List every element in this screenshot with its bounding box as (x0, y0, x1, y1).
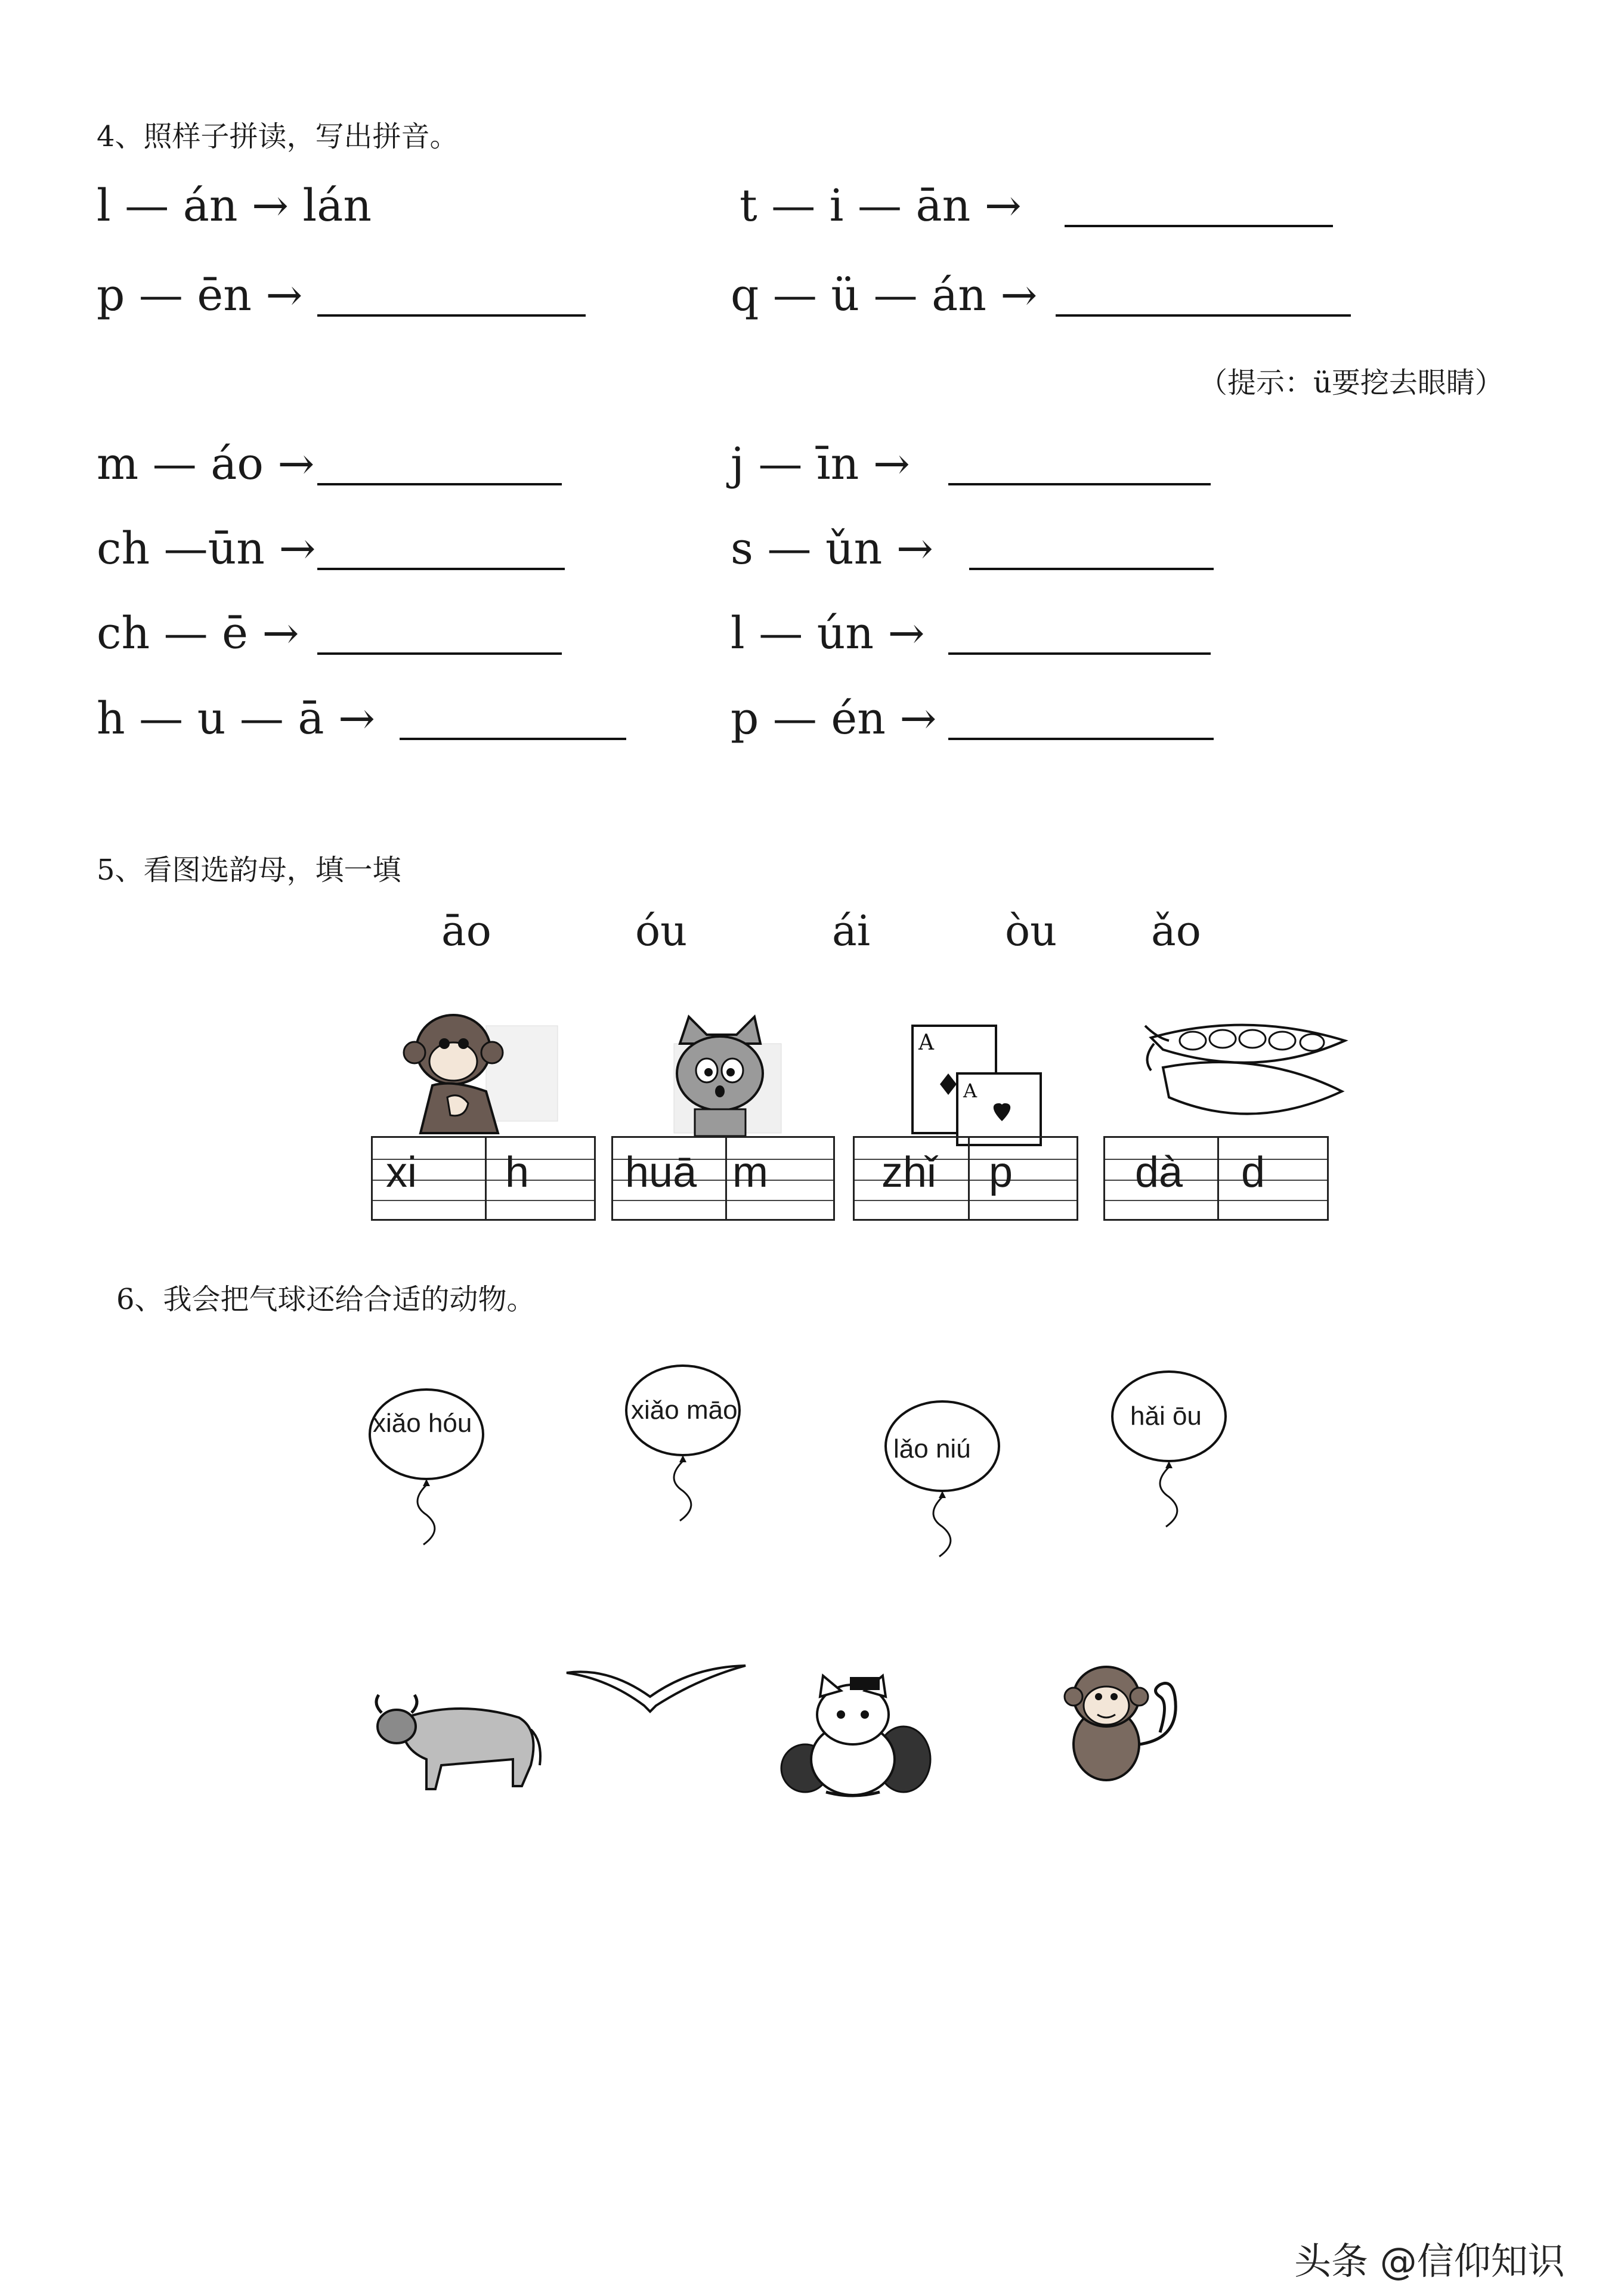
grid-text-left: huā (625, 1149, 697, 1196)
pinyin-row (731, 440, 1238, 488)
cards-picture (901, 1017, 1056, 1148)
pinyin-row (740, 182, 1336, 230)
grid-text-right: d (1241, 1149, 1266, 1196)
pinyin-expr: l — ún → (731, 608, 925, 659)
balloon-label: hǎi ōu (1130, 1401, 1202, 1431)
pinyin-expr: p — én → (731, 693, 937, 744)
balloon-icon (623, 1363, 754, 1524)
pinyin-expr: h — u — ā → (97, 693, 376, 744)
pinyin-grid (611, 1136, 835, 1221)
answer-blank[interactable] (317, 314, 586, 317)
answer-blank[interactable] (1065, 225, 1333, 227)
pinyin-row (731, 695, 1238, 742)
final-choice: òu (1005, 906, 1057, 955)
monkey-animal-picture (1050, 1655, 1193, 1798)
grid-text-left: dà (1135, 1149, 1183, 1196)
pinyin-expr: l — án → lán (97, 180, 372, 231)
grid-text-left: zhǐ (881, 1149, 937, 1196)
grid-text-left: xi (386, 1149, 417, 1196)
monkey-picture (397, 1008, 564, 1145)
section6-title: 6、我会把气球还给合适的动物。 (116, 1283, 536, 1316)
pinyin-grid (1103, 1136, 1329, 1221)
cat-animal-picture (778, 1670, 933, 1801)
answer-blank[interactable] (400, 738, 626, 740)
answer-blank[interactable] (948, 738, 1214, 740)
hint-text: （提示：ü要挖去眼睛） (1199, 366, 1504, 400)
pinyin-expr: p — ēn → (97, 270, 303, 321)
pinyin-row (97, 440, 574, 488)
pinyin-grid (853, 1136, 1078, 1221)
section4-title: 4、照样子拼读，写出拼音。 (97, 120, 459, 153)
grid-text-right: h (505, 1149, 530, 1196)
answer-blank[interactable] (317, 568, 565, 570)
pinyin-row (97, 525, 574, 573)
balloon-label: xiǎo hóu (373, 1409, 472, 1438)
final-choice: ái (832, 906, 871, 955)
pinyin-expr: ch — ē → (97, 608, 299, 659)
pinyin-expr: s — ǔn → (731, 523, 933, 574)
final-choice: óu (635, 906, 688, 955)
pinyin-expr: m — áo → (97, 438, 315, 490)
answer-blank[interactable] (1056, 314, 1351, 317)
svg-text:A: A (918, 1031, 934, 1055)
grid-text-right: m (732, 1149, 768, 1196)
pinyin-expr: q — ü — án → (731, 270, 1038, 321)
answer-blank[interactable] (317, 652, 562, 655)
answer-blank[interactable] (969, 568, 1214, 570)
pinyin-row (731, 271, 1357, 319)
peapod-picture (1139, 1014, 1366, 1139)
pinyin-expr: ch —ūn → (97, 523, 316, 574)
pinyin-grid (371, 1136, 596, 1221)
answer-blank[interactable] (948, 483, 1211, 485)
grid-text-right: p (989, 1149, 1013, 1196)
pinyin-row (97, 695, 633, 742)
balloon-label: xiǎo māo (631, 1395, 738, 1425)
pinyin-expr: t — i — ān → (740, 180, 1022, 231)
seagull-picture (561, 1661, 751, 1721)
answer-blank[interactable] (948, 652, 1211, 655)
ox-picture (370, 1676, 549, 1795)
cat-picture (638, 1008, 805, 1145)
pinyin-row (731, 525, 1238, 573)
pinyin-row (97, 609, 574, 657)
balloon-icon (883, 1398, 1014, 1559)
pinyin-row (97, 271, 598, 319)
pinyin-expr: j — īn → (731, 438, 910, 490)
answer-blank[interactable] (317, 483, 562, 485)
final-choice: āo (441, 906, 491, 955)
final-choice: ǎo (1151, 906, 1201, 955)
balloon-icon (1109, 1369, 1241, 1530)
balloon-label: lǎo niú (893, 1434, 971, 1463)
section5-title: 5、看图选韵母，填一填 (97, 853, 401, 887)
pinyin-example (97, 182, 454, 230)
svg-text:A: A (963, 1079, 978, 1102)
pinyin-row (731, 609, 1238, 657)
watermark: 头条 @信仰知识 (1294, 2239, 1565, 2283)
